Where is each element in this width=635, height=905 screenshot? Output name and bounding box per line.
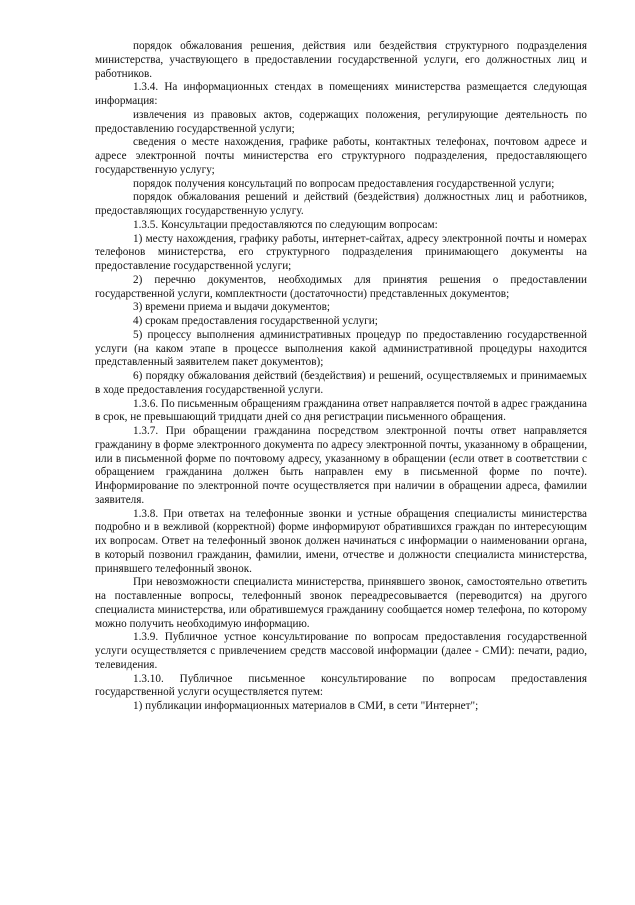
paragraph-1-3-7-email-requests: 1.3.7. При обращении гражданина посредством электронной почты ответ направляется гражданину в форме электронного документа по адресу электронной почты, указанному в обращении, или в письменной форме по почтовому адресу, указанному в обращении (если ответ в соответствии с обращением гражданина должен быть направлен ему в письменной форме по почте). Информирование по электронной почте осуществляется при наличии в обращении адреса, фамилии заявителя. [95,425,587,506]
paragraph-consultation-procedure: порядок получения консультаций по вопросам предоставления государственной услуги; [133,177,555,190]
paragraph-1-3-9-public-oral: 1.3.9. Публичное устное консультирование по вопросам предоставления государственной услуги осуществляется с привлечением средств массовой информации (далее - СМИ): печати, радио, телевидения. [95,631,587,671]
paragraph-legal-acts-excerpts: извлечения из правовых актов, содержащих положения, регулирующие деятельность по предоставлению государственной услуги; [95,108,587,135]
paragraph-appeal-procedure-officials: порядок обжалования решений и действий (бездействия) должностных лиц и работников, предоставляющих государственную услугу. [95,191,587,217]
paragraph-location-contacts: сведения о месте нахождения, графике работы, контактных телефонах, почтовом адресе и адресе электронной почты министерства его структурного подразделения, предоставляющего государственную услугу; [95,136,587,176]
paragraph-1-3-8-phone-calls: 1.3.8. При ответах на телефонные звонки и устные обращения специалисты министерства подробно и в вежливой (корректной) форме информируют обратившихся граждан по интересующим их вопросам. Ответ на телефонный звонок должен начинаться с информации о наименовании органа, в который позвонил гражданин, фамилии, имени, отчестве и должности специалиста министерства, принявшего телефонный звонок. [95,507,587,575]
list-item-1-location: 1) месту нахождения, графику работы, интернет-сайтах, адресу электронной почты и номерах телефонов министерства, его структурного подразделения принимающего документы на предоставление государственной услуги; [95,232,587,272]
list-item-4-service-terms: 4) срокам предоставления государственной услуги; [133,315,378,327]
paragraph-appeal-procedure-structural-unit: порядок обжалования решения, действия или бездействия структурного подразделения министерства, участвующего в предоставлении государственной услуги, его должностных лиц и работников. [95,40,587,80]
list-item-5-procedures: 5) процессу выполнения административных процедур по предоставлению государственной услуги (на каком этапе в процессе выполнения какой административной процедуры находится представленный заявителем пакет документов); [95,328,587,369]
paragraph-1-3-6-written-requests: 1.3.6. По письменным обращениям гражданина ответ направляется почтой в адрес гражданина в срок, не превышающий тридцати дней со дня регистрации письменного обращения. [95,397,587,424]
paragraph-1-3-5-consultations: 1.3.5. Консультации предоставляются по следующим вопросам: [133,218,438,231]
list-item-3-reception-time: 3) времени приема и выдачи документов; [133,301,331,314]
document-page [95,40,587,714]
list-item-1-publications: 1) публикации информационных материалов в СМИ, в сети "Интернет"; [133,700,479,712]
paragraph-1-3-10-public-written: 1.3.10. Публичное письменное консультирование по вопросам предоставления государственной услуги осуществляется путем: [95,672,587,699]
paragraph-1-3-4-info-stands: 1.3.4. На информационных стендах в помещениях министерства размещается следующая информация: [95,81,587,107]
list-item-6-appeal: 6) порядку обжалования действий (бездействия) и решений, осуществляемых и принимаемых в ходе предоставления государственной услуги. [95,370,587,396]
paragraph-call-redirect: При невозможности специалиста министерства, принявшего звонок, самостоятельно ответить на поставленные вопросы, телефонный звонок переадресовывается (переводится) на другого специалиста министерства, или обратившемуся гражданину сообщается номер телефона, по которому можно получить необходимую информацию. [95,576,587,630]
list-item-2-documents: 2) перечню документов, необходимых для принятия решения о предоставлении государственной услуги, комплектности (достаточности) представленных документов; [95,273,587,300]
